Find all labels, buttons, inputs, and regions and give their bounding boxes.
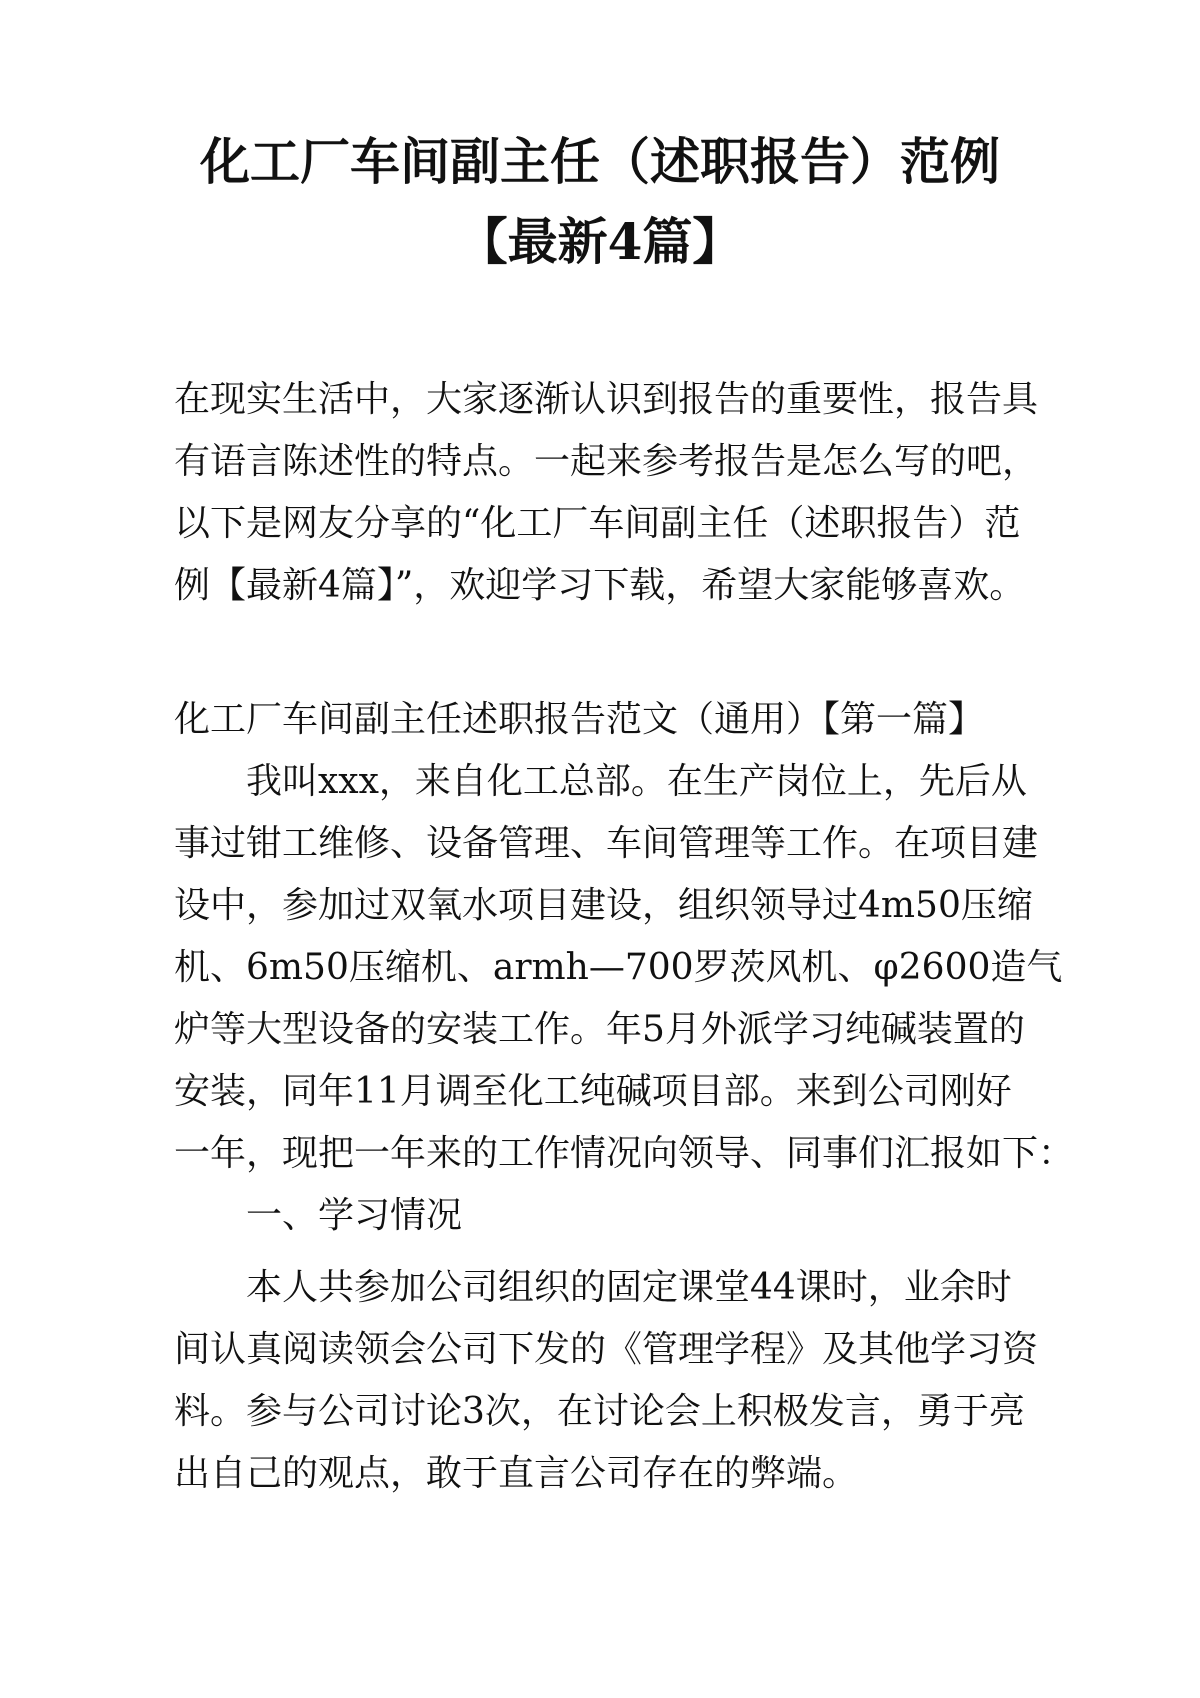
paragraph2-line-1: 本人共参加公司组织的固定课堂44课时，业余时 xyxy=(246,1267,1012,1308)
paragraph2-line-3: 料。参与公司讨论3次，在讨论会上积极发言，勇于亮 xyxy=(174,1391,1025,1432)
intro-line-3: 以下是网友分享的“化工厂车间副主任（述职报告）范 xyxy=(174,503,1021,544)
document-title-line-2: 【最新4篇】 xyxy=(457,212,743,271)
section-heading: 化工厂车间副主任述职报告范文（通用）【第一篇】 xyxy=(174,699,985,740)
paragraph1-line-6: 安装，同年11月调至化工纯碱项目部。来到公司刚好 xyxy=(174,1071,1012,1112)
subheading: 一、学习情况 xyxy=(246,1195,463,1236)
paragraph1-line-2: 事过钳工维修、设备管理、车间管理等工作。在项目建 xyxy=(174,823,1039,864)
document-title-line-1: 化工厂车间副主任（述职报告）范例 xyxy=(200,132,1000,191)
intro-line-1: 在现实生活中，大家逐渐认识到报告的重要性，报告具 xyxy=(174,379,1039,420)
paragraph1-line-5: 炉等大型设备的安装工作。年5月外派学习纯碱装置的 xyxy=(174,1009,1025,1050)
paragraph2-line-2: 间认真阅读领会公司下发的《管理学程》及其他学习资 xyxy=(174,1329,1039,1370)
paragraph1-line-3: 设中，参加过双氧水项目建设，组织领导过4m50压缩 xyxy=(174,885,1033,926)
paragraph2-line-4: 出自己的观点，敢于直言公司存在的弊端。 xyxy=(174,1453,859,1494)
paragraph1-line-7: 一年，现把一年来的工作情况向领导、同事们汇报如下： xyxy=(174,1133,1075,1174)
intro-line-4: 例【最新4篇】”，欢迎学习下载，希望大家能够喜欢。 xyxy=(174,565,1026,606)
intro-line-2: 有语言陈述性的特点。一起来参考报告是怎么写的吧， xyxy=(174,441,1039,482)
paragraph1-line-4: 机、6m50压缩机、armh—700罗茨风机、φ2600造气 xyxy=(174,947,1063,988)
paragraph1-line-1: 我叫xxx，来自化工总部。在生产岗位上，先后从 xyxy=(246,761,1027,802)
